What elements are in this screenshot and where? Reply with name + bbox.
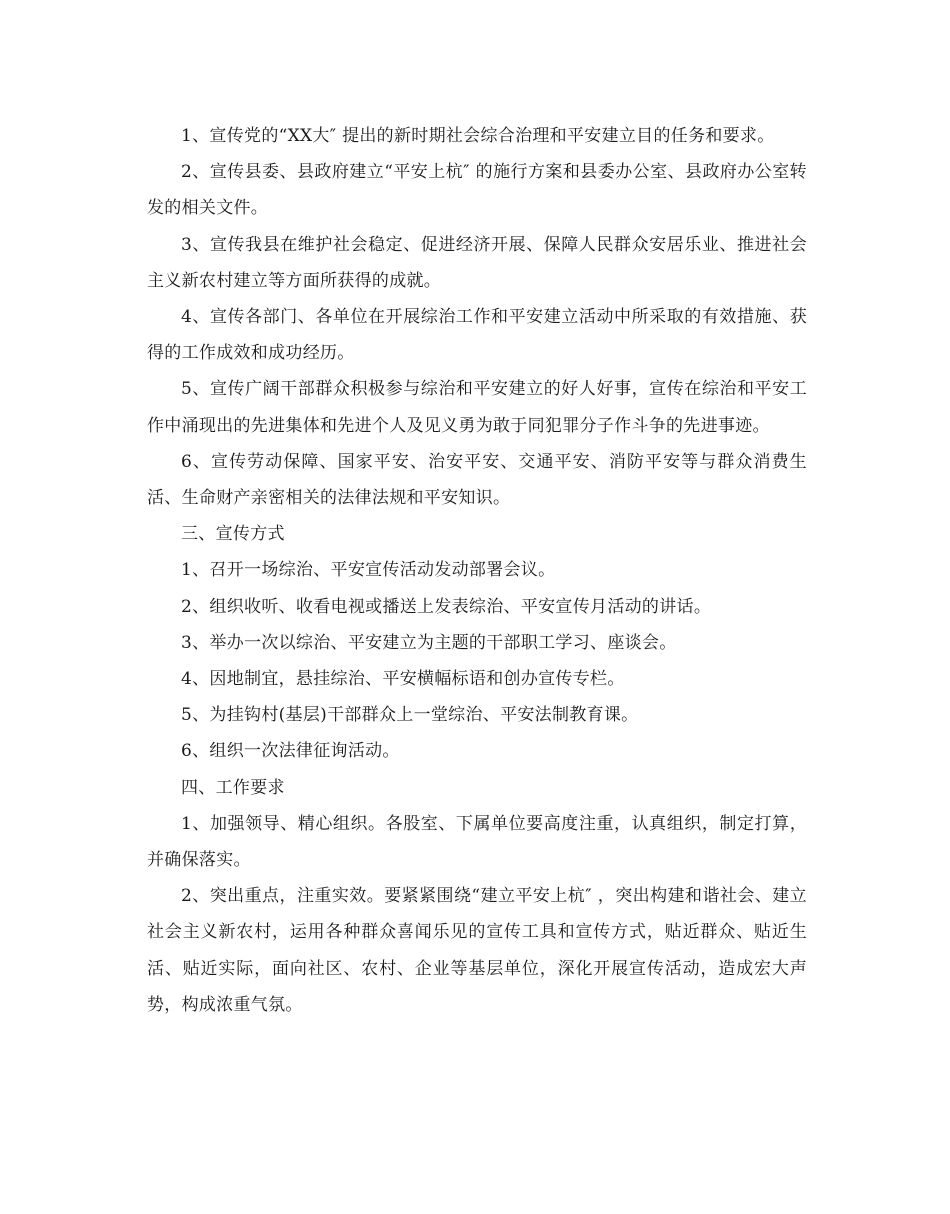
method-item-1: 1、召开一场综治、平安宣传活动发动部署会议。 xyxy=(181,560,556,581)
section-heading-publicity-methods: 三、宣传方式 xyxy=(181,524,285,545)
method-item-4: 4、因地制宜，悬挂综治、平安横幅标语和创办宣传专栏。 xyxy=(181,669,625,690)
paragraph-2: 2、宣传县委、县政府建立“平安上杭″ 的施行方案和县委办公室、县政府办公室转发的相关文件。 xyxy=(147,162,807,219)
method-item-6: 6、组织一次法律征询活动。 xyxy=(181,741,400,762)
requirement-item-2: 2、突出重点，注重实效。要紧紧围绕“建立平安上杭″ ，突出构建和谐社会、建立社会主义新农村，运用各种群众喜闻乐见的宣传工具和宣传方式，贴近群众、贴近生活、贴近实际，面向社区、农村、企业等基层单位，深化开展宣传活动，造成宏大声势，构成浓重气氛。 xyxy=(147,886,807,1015)
section-heading-work-requirements: 四、工作要求 xyxy=(181,777,285,798)
requirement-item-1: 1、加强领导、精心组织。各股室、下属单位要高度注重，认真组织，制定打算，并确保落实。 xyxy=(147,813,807,871)
paragraph-6: 6、宣传劳动保障、国家平安、治安平安、交通平安、消防平安等与群众消费生活、生命财产亲密相关的法律法规和平安知识。 xyxy=(147,451,807,509)
paragraph-4: 4、宣传各部门、各单位在开展综治工作和平安建立活动中所采取的有效措施、获得的工作成效和成功经历。 xyxy=(147,307,807,364)
paragraph-1: 1、宣传党的“XX大″ 提出的新时期社会综合治理和平安建立目的任务和要求。 xyxy=(181,126,775,146)
document-body xyxy=(147,118,807,1023)
method-item-2: 2、组织收听、收看电视或播送上发表综治、平安宣传月活动的讲话。 xyxy=(181,596,712,617)
method-item-3: 3、举办一次以综治、平安建立为主题的干部职工学习、座谈会。 xyxy=(181,632,677,653)
paragraph-5: 5、宣传广阔干部群众积极参与综治和平安建立的好人好事，宣传在综治和平安工作中涌现出的先进集体和先进个人及见义勇为敢于同犯罪分子作斗争的先进事迹。 xyxy=(147,379,807,436)
paragraph-3: 3、宣传我县在维护社会稳定、促进经济开展、保障人民群众安居乐业、推进社会主义新农村建立等方面所获得的成就。 xyxy=(147,234,807,291)
method-item-5: 5、为挂钩村(基层)干部群众上一堂综治、平安法制教育课。 xyxy=(181,705,639,726)
